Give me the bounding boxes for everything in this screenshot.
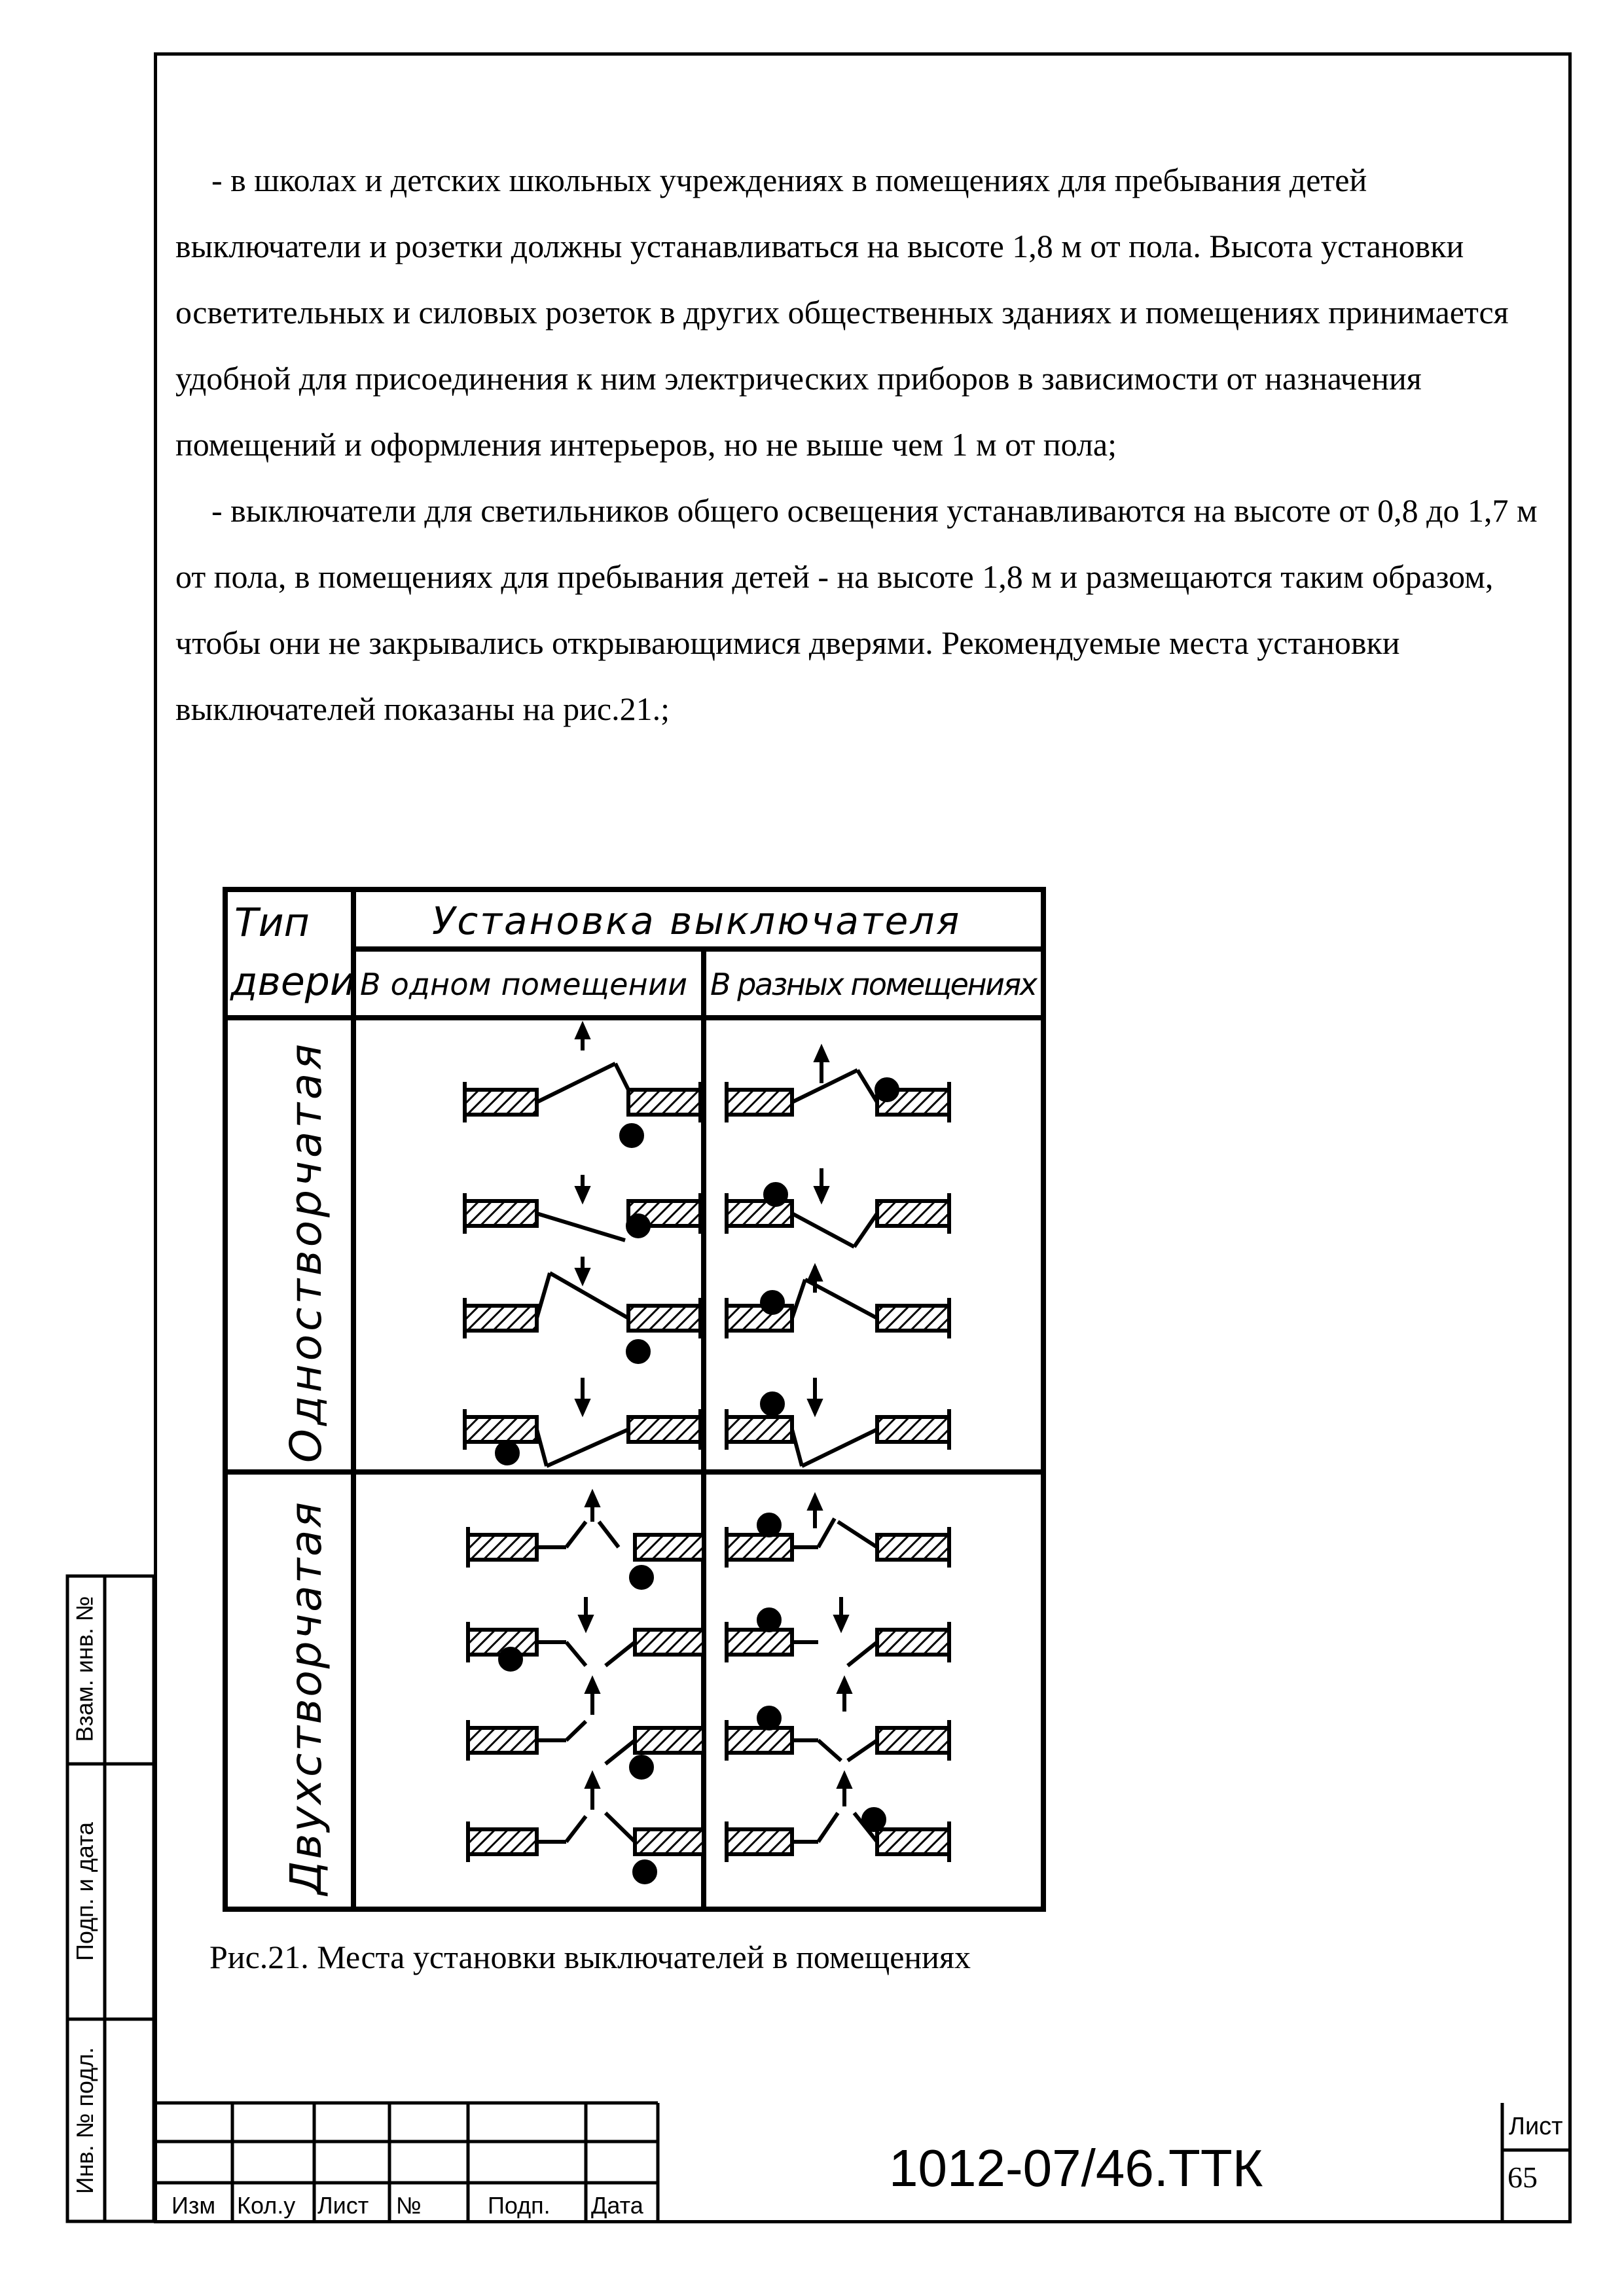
switch-placement-figure — [223, 887, 1051, 1914]
tb-col-qty: Кол.у — [237, 2192, 296, 2219]
door-diagram — [727, 1680, 949, 1761]
switch-placement-table — [223, 887, 1051, 1914]
door-diagram — [468, 1775, 704, 1882]
row-label-double-leaf: Двухстворчатая — [281, 1502, 331, 1895]
door-diagram — [727, 1378, 949, 1466]
door-diagram — [727, 1168, 949, 1247]
side-label-inv-original: Инв. № подл. — [71, 2047, 98, 2195]
door-diagrams — [465, 1026, 949, 1882]
door-diagram — [727, 1775, 949, 1862]
paragraph-switches: - выключатели для светильников общего освещения устанавливаются на высоте от 0,8 до 1,7 м от пола, в помещениях для пребывания детей - на высоте 1,8 м и размещаются таким образом, чтобы они не закрывались открывающимися дверями. Рекомендуемые места установки выключателей показаны на рис.21.; — [175, 492, 1538, 727]
header-type-line2: двери — [230, 959, 355, 1005]
header-install: Установка выключателя — [432, 899, 962, 943]
door-diagram — [727, 1049, 949, 1122]
door-diagram — [468, 1597, 704, 1670]
document-code: 1012-07/46.ТТК — [889, 2139, 1263, 2197]
door-diagram — [465, 1026, 700, 1146]
tb-col-signature: Подп. — [488, 2192, 550, 2219]
sheet-number: 65 — [1507, 2161, 1538, 2194]
tb-col-change: Изм — [171, 2192, 216, 2219]
door-diagram — [465, 1257, 700, 1362]
figure-caption: Рис.21. Места установки выключателей в помещениях — [209, 1939, 971, 1975]
door-diagram — [727, 1497, 949, 1568]
table-grid — [225, 889, 1043, 1909]
door-diagram — [727, 1597, 949, 1666]
side-label-replace-inv: Взам. инв. № — [71, 1596, 98, 1742]
header-type-line1: Тип — [234, 900, 310, 946]
side-label-sign-date: Подп. и дата — [71, 1821, 98, 1962]
paragraph-schools: - в школах и детских школьных учреждениях в помещениях для пребывания детей выключатели и розетки должны устанавливаться на высоте 1,8 м от пола. Высота установки осветительных и силовых розеток в других общественных зданиях и помещениях принимается удобной для присоединения к ним электрических приборов в зависимости от назначения помещений и оформления интерьеров, но не выше чем 1 м от пола; — [175, 162, 1509, 463]
tb-col-sheet: Лист — [317, 2192, 369, 2219]
body-text — [175, 147, 1543, 742]
door-diagram — [468, 1680, 704, 1778]
door-diagram — [465, 1175, 700, 1240]
tb-col-number: № — [396, 2192, 422, 2219]
header-same-room: В одном помещении — [360, 967, 687, 1002]
door-diagram — [465, 1378, 700, 1466]
row-label-single-leaf: Одностворчатая — [281, 1044, 331, 1463]
sheet-label: Лист — [1509, 2113, 1563, 2140]
door-diagram — [727, 1266, 949, 1338]
header-diff-rooms: В разных помещениях — [710, 967, 1038, 1002]
door-diagram — [468, 1494, 704, 1588]
tb-col-date: Дата — [591, 2192, 643, 2219]
